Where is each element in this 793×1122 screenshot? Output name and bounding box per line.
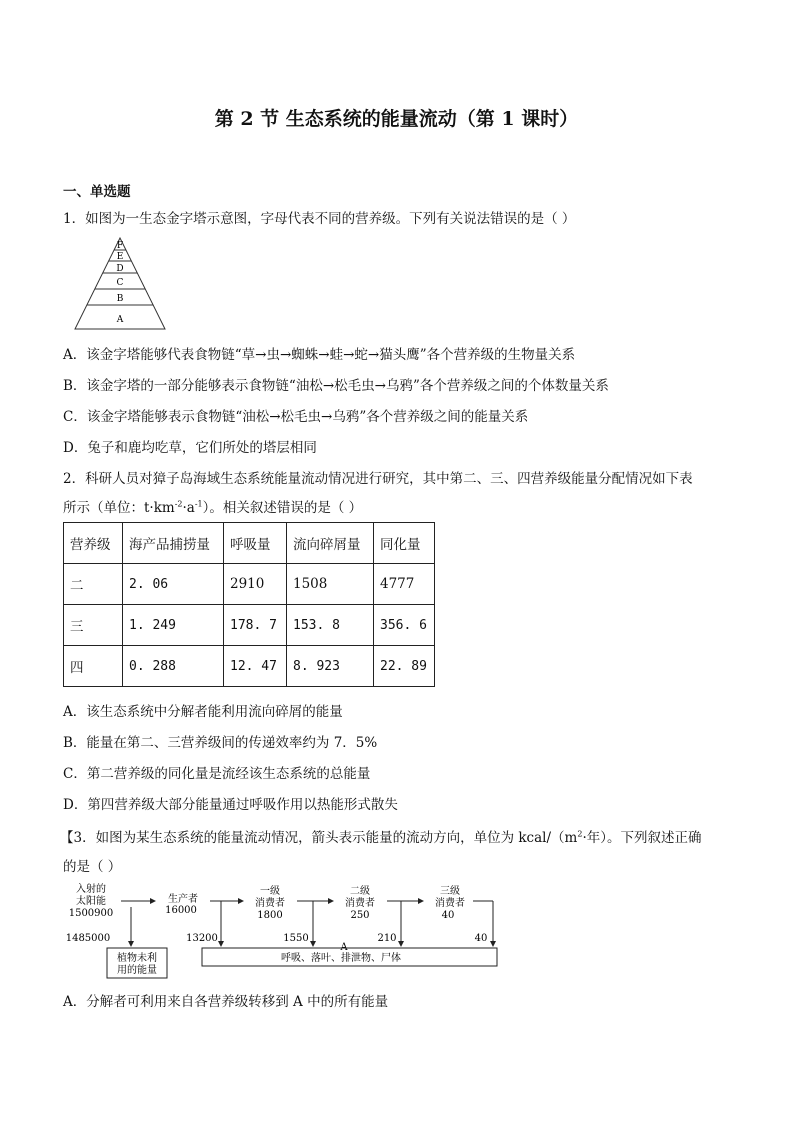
section-heading: 一、单选题 (63, 184, 131, 200)
pyramid-level-label: A (116, 315, 124, 325)
table-row (64, 564, 435, 605)
pyramid-level-label: F (116, 241, 124, 251)
consumer2-label: 二级 (350, 886, 370, 897)
table-row (64, 646, 435, 687)
consumer3-value: 40 (441, 910, 455, 921)
question-3-stem-line1: 【3．如图为某生态系统的能量流动情况，箭头表示能量的流动方向，单位为 kcal/（$m^2\cdot$年）。下列叙述正确 (60, 829, 702, 846)
q2-option-c: C．第二营养级的同化量是流经该生态系统的总能量 (63, 766, 371, 782)
table-cell: 356. 6 (374, 605, 435, 646)
producer-label: 生产者 (168, 894, 198, 905)
box-a-letter: A (340, 942, 348, 953)
q1-option-d: D．兔子和鹿均吃草，它们所处的塔层相同 (63, 440, 317, 456)
table-cell: 二 (64, 564, 123, 605)
table-header: 呼吸量 (224, 523, 287, 564)
sun-value: 1500900 (68, 908, 114, 919)
consumer3-flow-value: 40 (474, 933, 488, 944)
unused-energy-label: 用的能量 (117, 965, 157, 976)
q1-option-a: A．该金字塔能够代表食物链“草→虫→蜘蛛→蛙→蛇→猫头鹰”各个营养级的生物量关系 (63, 347, 576, 363)
page-title: 第 2 节 生态系统的能量流动（第 1 课时） (214, 108, 579, 130)
table-cell: 178. 7 (224, 605, 287, 646)
table-cell: 153. 8 (287, 605, 374, 646)
pyramid-level-label: B (116, 294, 124, 304)
table-cell: 0. 288 (123, 646, 224, 687)
producer-flow-value: 13200 (186, 933, 218, 944)
table-cell: 2. 06 (123, 564, 224, 605)
unused-energy-label: 植物未利 (117, 953, 157, 964)
box-a-text: 呼吸、落叶、排泄物、尸体 (281, 953, 401, 964)
sun-label: 入射的 (76, 884, 106, 895)
q3-option-a: A．分解者可利用来自各营养级转移到 A 中的所有能量 (63, 994, 389, 1010)
consumer1-flow-value: 1550 (283, 933, 309, 944)
consumer2-value: 250 (350, 910, 370, 921)
sun-label: 太阳能 (76, 896, 106, 907)
table-header: 流向碎屑量 (287, 523, 374, 564)
consumer1-label: 消费者 (255, 898, 285, 909)
q2-option-a: A．该生态系统中分解者能利用流向碎屑的能量 (63, 704, 343, 720)
pyramid-level-label: D (116, 264, 124, 274)
table-cell: 4777 (374, 564, 435, 605)
question-1-stem: 1．如图为一生态金字塔示意图，字母代表不同的营养级。下列有关说法错误的是（ ） (63, 211, 576, 227)
table-header: 同化量 (374, 523, 435, 564)
pyramid-level-label: C (116, 278, 124, 288)
q1-option-c: C．该金字塔能够表示食物链“油松→松毛虫→乌鸦”各个营养级之间的能量关系 (63, 409, 529, 425)
q2-option-b: B．能量在第二、三营养级间的传递效率约为 7．5% (63, 735, 378, 751)
table-cell: 22. 89 (374, 646, 435, 687)
ecological-pyramid-diagram (72, 236, 168, 332)
producer-value: 16000 (165, 905, 197, 916)
energy-distribution-table (63, 522, 435, 687)
table-cell: 1508 (287, 564, 374, 605)
consumer3-label: 三级 (440, 886, 460, 897)
table-row (64, 605, 435, 646)
unused-flow-value: 1485000 (65, 933, 111, 944)
q2-option-d: D．第四营养级大部分能量通过呼吸作用以热能形式散失 (63, 797, 398, 813)
table-cell: 8. 923 (287, 646, 374, 687)
q1-option-b: B．该金字塔的一部分能够表示食物链“油松→松毛虫→乌鸦”各个营养级之间的个体数量关系 (63, 378, 609, 394)
consumer3-label: 消费者 (435, 898, 465, 909)
question-2-stem-line1: 2．科研人员对獐子岛海域生态系统能量流动情况进行研究，其中第二、三、四营养级能量分配情况如下表 (63, 471, 693, 487)
consumer1-label: 一级 (260, 886, 280, 897)
table-cell: 12. 47 (224, 646, 287, 687)
table-cell: 1. 249 (123, 605, 224, 646)
table-cell: 三 (64, 605, 123, 646)
table-cell: 2910 (224, 564, 287, 605)
table-header: 营养级 (64, 523, 123, 564)
question-3-stem-line2: 的是（ ） (63, 859, 122, 875)
consumer1-value: 1800 (257, 910, 283, 921)
consumer2-flow-value: 210 (377, 933, 397, 944)
pyramid-level-label: E (116, 252, 124, 262)
question-2-stem-line2: 所示（单位：$t\cdot km^{-2}\cdot a^{-1}$）。相关叙述错误的是（ ） (63, 499, 363, 516)
consumer2-label: 消费者 (345, 898, 375, 909)
energy-flow-diagram (63, 880, 503, 980)
table-header-row (64, 523, 435, 564)
table-cell: 四 (64, 646, 123, 687)
table-header: 海产品捕捞量 (123, 523, 224, 564)
